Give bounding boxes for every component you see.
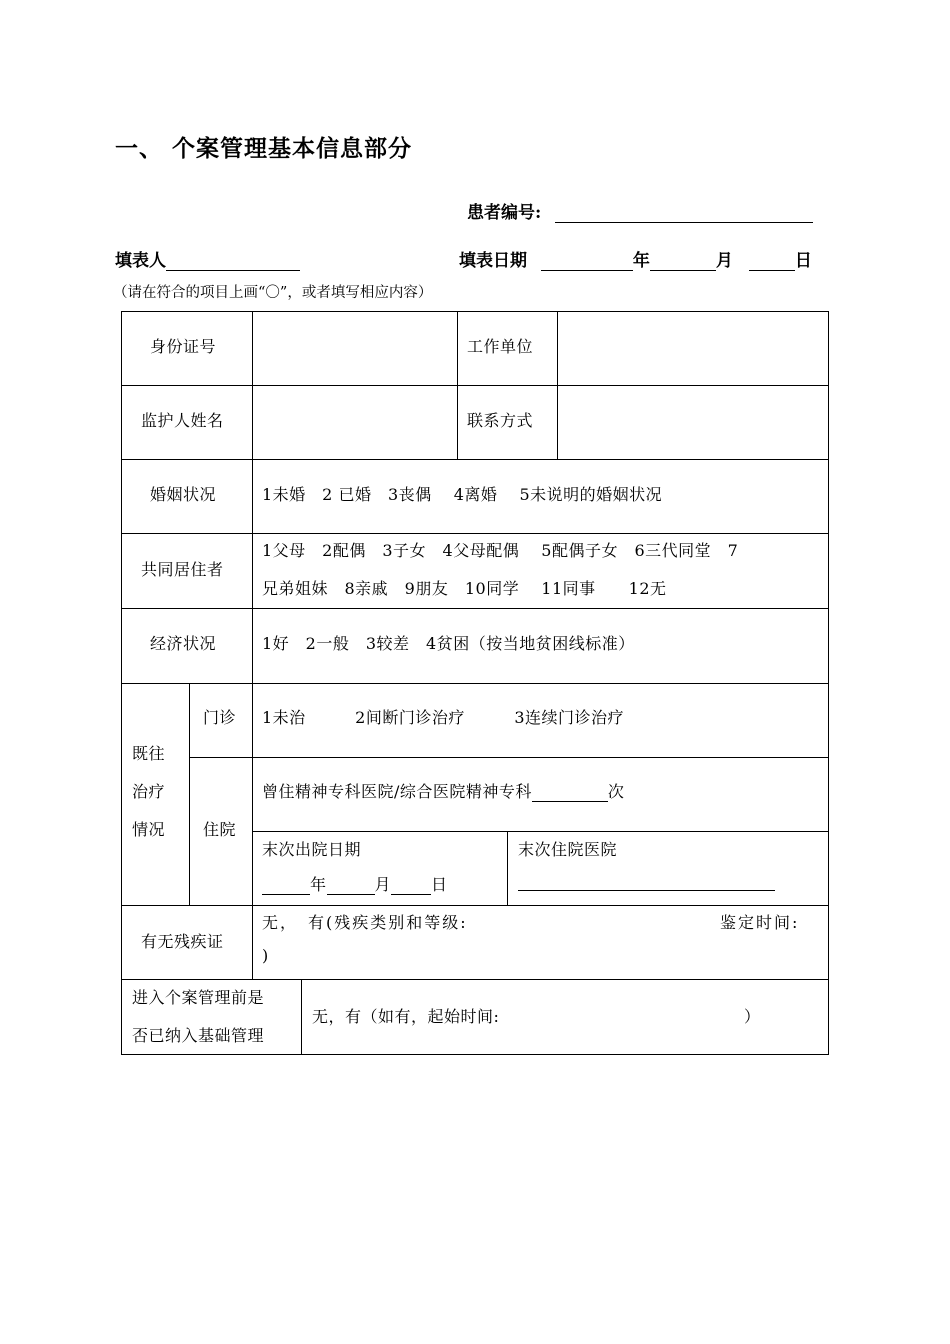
marital-label: 婚姻状况 [150,485,217,504]
inpatient-row [262,779,624,802]
last-discharge-date [262,872,448,895]
date-month-label: 月 [715,251,733,271]
filler-row [115,246,300,271]
disability-text[interactable]: 无， 有(残疾类别和等级: [262,913,468,932]
marital-options[interactable]: 1未婚 2 已婚 3丧偶 4离婚 5未说明的婚姻状况 [262,485,663,504]
last-discharge-label: 末次出院日期 [262,840,362,859]
discharge-year-field[interactable] [262,878,310,895]
date-day-label: 日 [794,251,812,271]
id-number-label: 身份证号 [150,337,217,356]
base-management-label-line1: 进入个案管理前是 [132,988,265,1007]
cohabitant-options-line2[interactable]: 兄弟姐妹 8亲戚 9朋友 10同学 11同事 12无 [262,579,667,598]
date-row [459,246,812,271]
date-month-field[interactable] [650,252,716,271]
date-label: 填表日期 [459,251,527,271]
patient-id-label: 患者编号: [467,203,542,223]
disability-close: ) [262,946,269,965]
filler-field[interactable] [166,252,300,271]
economy-options[interactable]: 1好 2一般 3较差 4贫困（按当地贫困线标准） [262,634,635,653]
work-unit-field[interactable] [559,314,827,384]
date-day-field[interactable] [749,252,795,271]
inpatient-times-unit: 次 [607,782,625,801]
discharge-day-field[interactable] [391,878,431,895]
info-form-table [121,311,829,1055]
inpatient-times-field[interactable] [532,785,608,802]
base-management-close: ） [744,1007,761,1026]
discharge-day-label: 日 [431,875,448,894]
treatment-label-line3: 情况 [132,820,166,839]
discharge-month-field[interactable] [327,878,375,895]
patient-id-row [467,198,813,223]
last-hospital-field[interactable] [518,874,775,891]
last-hospital-row [518,872,775,891]
contact-label: 联系方式 [467,411,534,430]
treatment-label-line1: 既往 [132,744,166,763]
disability-time-label[interactable]: 鉴定时间: [720,913,800,932]
instruction-note: （请在符合的项目上画“〇”，或者填写相应内容） [113,285,433,301]
work-unit-label: 工作单位 [467,337,534,356]
base-management-label-line2: 否已纳入基础管理 [132,1026,265,1045]
page-title: 一、 个案管理基本信息部分 [115,135,413,162]
guardian-field[interactable] [254,387,456,458]
date-year-label: 年 [632,251,650,271]
discharge-year-label: 年 [310,875,327,894]
cohabitant-label: 共同居住者 [141,560,224,579]
guardian-label: 监护人姓名 [141,411,224,430]
outpatient-label: 门诊 [203,708,237,727]
last-hospital-label: 末次住院医院 [518,840,618,859]
disability-label: 有无残疾证 [141,932,224,951]
id-number-field[interactable] [254,314,456,384]
filler-label: 填表人 [115,251,166,271]
inpatient-text: 曾住精神专科医院/综合医院精神专科 [262,782,532,801]
patient-id-field[interactable] [555,204,813,223]
treatment-label-line2: 治疗 [132,782,166,801]
date-year-field[interactable] [541,252,633,271]
base-management-text[interactable]: 无，有（如有，起始时间: [312,1007,500,1026]
inpatient-label: 住院 [203,820,237,839]
outpatient-options[interactable]: 1未治 2间断门诊治疗 3连续门诊治疗 [262,708,625,727]
economy-label: 经济状况 [150,634,217,653]
contact-field[interactable] [559,387,827,458]
discharge-month-label: 月 [374,875,392,894]
cohabitant-options-line1[interactable]: 1父母 2配偶 3子女 4父母配偶 5配偶子女 6三代同堂 7 [262,541,739,560]
